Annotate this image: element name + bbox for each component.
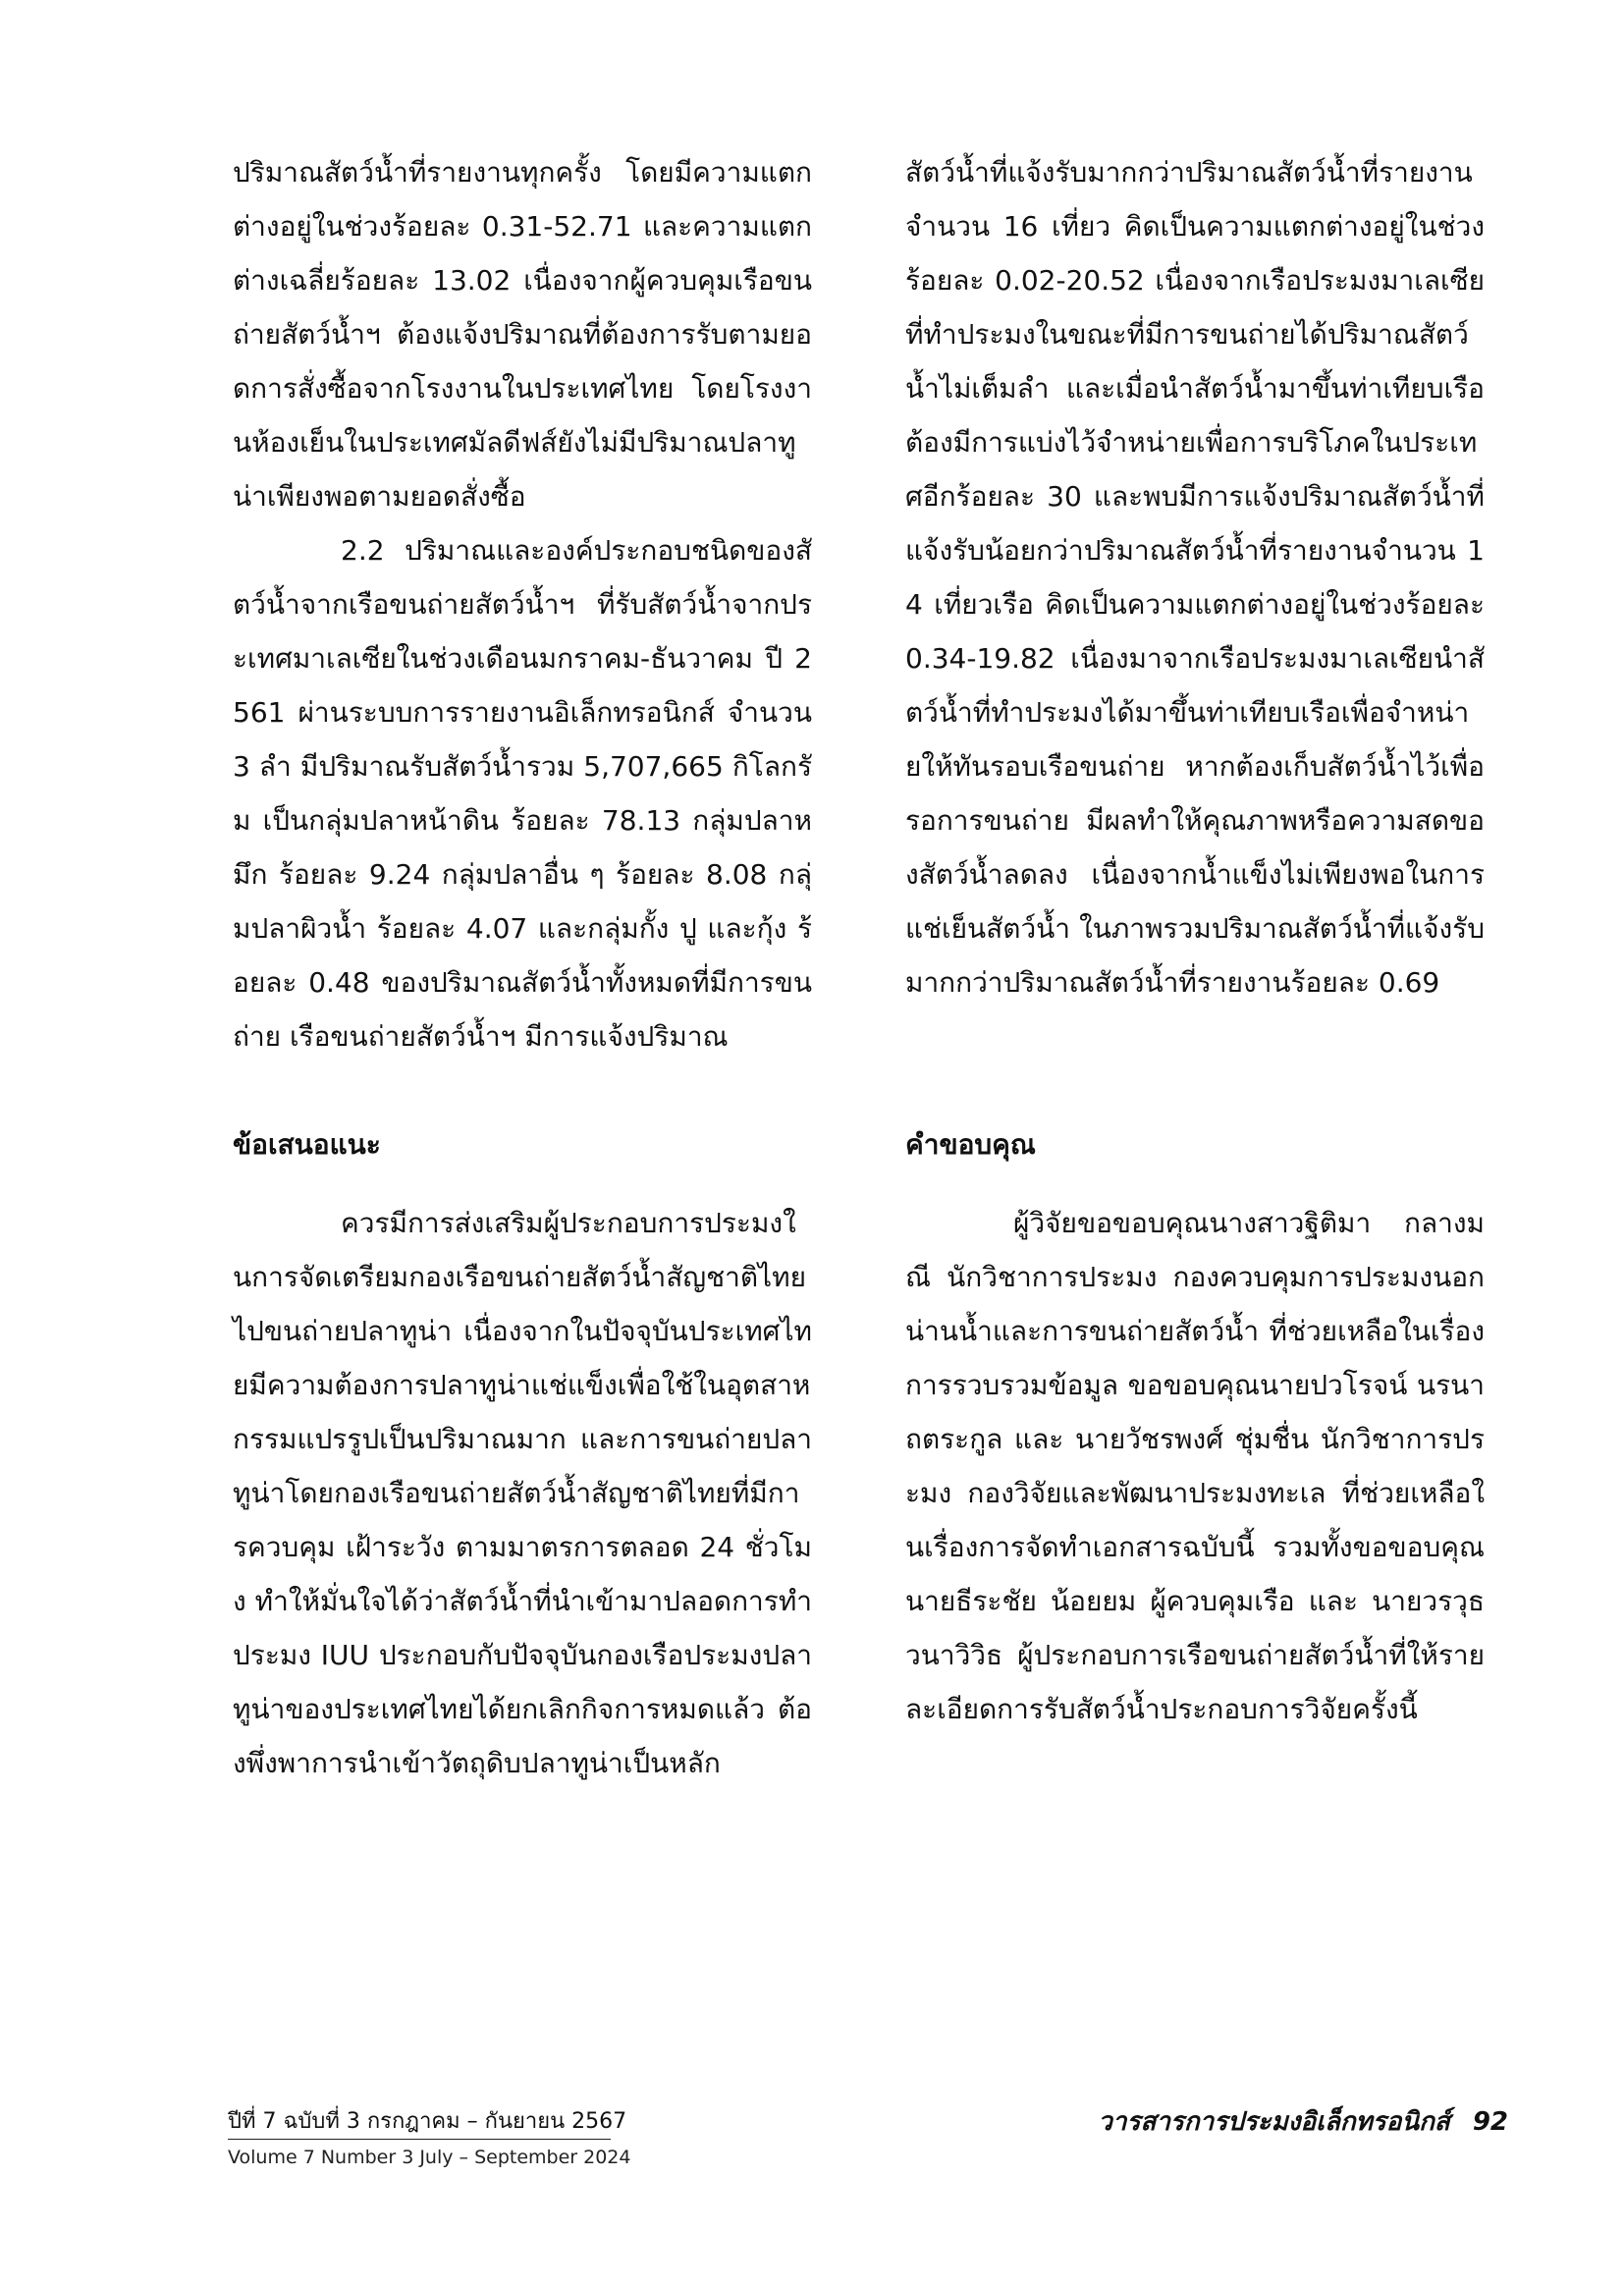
journal-name: วารสารการประมงอิเล็กทรอนิกส์ <box>1098 2107 1450 2137</box>
footer-divider <box>228 2139 611 2140</box>
left-paragraph-1: ปริมาณสัตว์น้ำที่รายงานทุกครั้ง โดยมีความแตกต่างอยู่ในช่วงร้อยละ 0.31-52.71 และความแตกต่างเฉลี่ยร้อยละ 13.02 เนื่องจากผู้ควบคุมเรือขนถ่ายสัตว์น้ำฯ ต้องแจ้งปริมาณที่ต้องการรับตามยอดการสั่งซื้อจากโรงงานในประเทศไทย โดยโรงงานห้องเย็นในประเทศมัลดีฟส์ยังไม่มีปริมาณปลาทูน่าเพียงพอตามยอดสั่งซื้อ <box>233 156 812 513</box>
left-column <box>233 145 812 1063</box>
footer-issue-english: Volume 7 Number 3 July – September 2024 <box>228 2147 631 2168</box>
right-column-acknowledgements <box>905 1196 1485 1736</box>
left-column-recommendations <box>233 1196 812 1790</box>
page-number: 92 <box>1472 2107 1508 2137</box>
right-paragraph-1: สัตว์น้ำที่แจ้งรับมากกว่าปริมาณสัตว์น้ำที่รายงาน จำนวน 16 เที่ยว คิดเป็นความแตกต่างอยู่ในช่วงร้อยละ 0.02-20.52 เนื่องจากเรือประมงมาเลเซียที่ทำประมงในขณะที่มีการขนถ่ายได้ปริมาณสัตว์น้ำไม่เต็มลำ และเมื่อนำสัตว์น้ำมาขึ้นท่าเทียบเรือต้องมีการแบ่งไว้จำหน่ายเพื่อการบริโภคในประเทศอีกร้อยละ 30 และพบมีการแจ้งปริมาณสัตว์น้ำที่แจ้งรับน้อยกว่าปริมาณสัตว์น้ำที่รายงานจำนวน 14 เที่ยวเรือ คิดเป็นความแตกต่างอยู่ในช่วงร้อยละ 0.34-19.82 เนื่องมาจากเรือประมงมาเลเซียนำสัตว์น้ำที่ทำประมงได้มาขึ้นท่าเทียบเรือเพื่อจำหน่ายให้ทันรอบเรือขนถ่าย หากต้องเก็บสัตว์น้ำไว้เพื่อรอการขนถ่าย มีผลทำให้คุณภาพหรือความสดของสัตว์น้ำลดลง เนื่องจากน้ำแข็งไม่เพียงพอในการแช่เย็นสัตว์น้ำ ในภาพรวมปริมาณสัตว์น้ำที่แจ้งรับมากกว่าปริมาณสัตว์น้ำที่รายงานร้อยละ 0.69 <box>905 156 1485 999</box>
right-paragraph-2: ผู้วิจัยขอขอบคุณนางสาวฐิติมา กลางมณี นักวิชาการประมง กองควบคุมการประมงนอกน่านน้ำและการขนถ่ายสัตว์น้ำ ที่ช่วยเหลือในเรื่องการรวบรวมข้อมูล ขอขอบคุณนายปวโรจน์ นรนาถตระกูล และ นายวัชรพงศ์ ชุ่มชื่น นักวิชาการประมง กองวิจัยและพัฒนาประมงทะเล ที่ช่วยเหลือในเรื่องการจัดทำเอกสารฉบับนี้ รวมทั้งขอขอบคุณนายธีระชัย น้อยยม ผู้ควบคุมเรือ และ นายวรวุธ วนาวิวิธ ผู้ประกอบการเรือขนถ่ายสัตว์น้ำที่ให้รายละเอียดการรับสัตว์น้ำประกอบการวิจัยครั้งนี้ <box>905 1207 1485 1725</box>
footer-issue-thai: ปีที่ 7 ฉบับที่ 3 กรกฎาคม – กันยายน 2567 <box>228 2109 627 2134</box>
left-paragraph-3: ควรมีการส่งเสริมผู้ประกอบการประมงในการจัดเตรียมกองเรือขนถ่ายสัตว์น้ำสัญชาติไทยไปขนถ่ายปลาทูน่า เนื่องจากในปัจจุบันประเทศไทยมีความต้องการปลาทูน่าแช่แข็งเพื่อใช้ในอุตสาหกรรมแปรรูปเป็นปริมาณมาก และการขนถ่ายปลาทูน่าโดยกองเรือขนถ่ายสัตว์น้ำสัญชาติไทยที่มีการควบคุม เฝ้าระวัง ตามมาตรการตลอด 24 ชั่วโมง ทำให้มั่นใจได้ว่าสัตว์น้ำที่นำเข้ามาปลอดการทำประมง IUU ประกอบกับปัจจุบันกองเรือประมงปลาทูน่าของประเทศไทยได้ยกเลิกกิจการหมดแล้ว ต้องพึ่งพาการนำเข้าวัตถุดิบปลาทูน่าเป็นหลัก <box>233 1207 812 1779</box>
left-paragraph-2: 2.2 ปริมาณและองค์ประกอบชนิดของสัตว์น้ำจากเรือขนถ่ายสัตว์น้ำฯ ที่รับสัตว์น้ำจากประเทศมาเลเซียในช่วงเดือนมกราคม-ธันวาคม ปี 2561 ผ่านระบบการรายงานอิเล็กทรอนิกส์ จำนวน 3 ลำ มีปริมาณรับสัตว์น้ำรวม 5,707,665 กิโลกรัม เป็นกลุ่มปลาหน้าดิน ร้อยละ 78.13 กลุ่มปลาหมึก ร้อยละ 9.24 กลุ่มปลาอื่น ๆ ร้อยละ 8.08 กลุ่มปลาผิวน้ำ ร้อยละ 4.07 และกลุ่มกั้ง ปู และกุ้ง ร้อยละ 0.48 ของปริมาณสัตว์น้ำทั้งหมดที่มีการขนถ่าย เรือขนถ่ายสัตว์น้ำฯ มีการแจ้งปริมาณ <box>233 534 812 1053</box>
footer-journal-title <box>1098 2101 1508 2142</box>
section-heading-recommendations: ข้อเสนอแนะ <box>233 1128 381 1161</box>
right-column <box>905 145 1485 1009</box>
section-heading-acknowledgements: คำขอบคุณ <box>905 1128 1036 1161</box>
